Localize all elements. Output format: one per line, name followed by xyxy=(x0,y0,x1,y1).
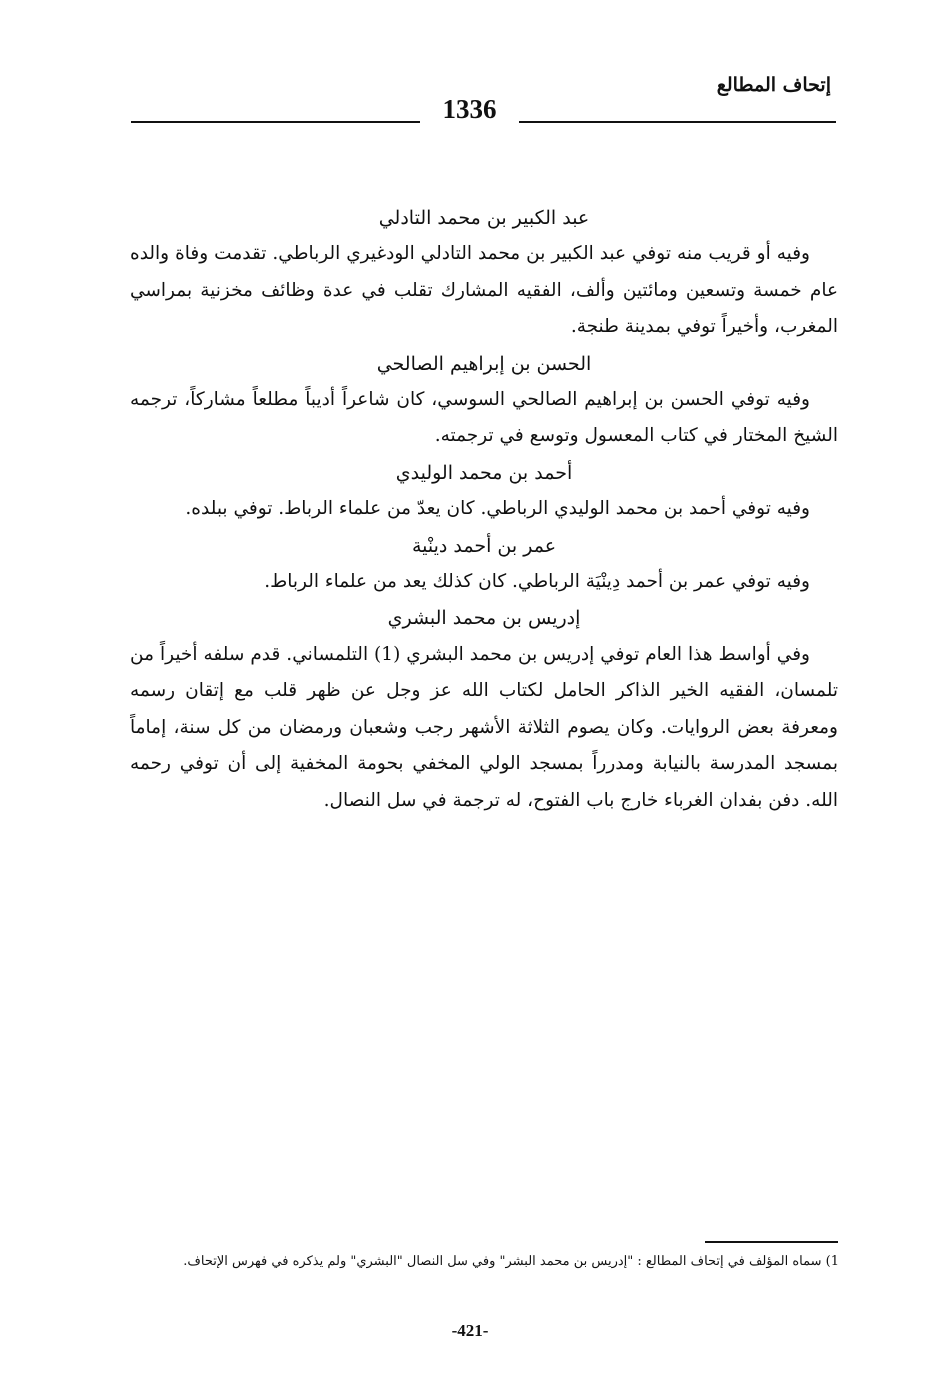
section-paragraph: وفيه أو قريب منه توفي عبد الكبير بن محمد التادلي الودغيري الرباطي. تقدمت وفاة والده عام خمسة وتسعين ومائتين وألف، الفقيه المشارك تقلب في عدة وظائف مخزنية بمراسي المغرب، وأخيراً توفي بمدينة طنجة. xyxy=(130,243,838,338)
header-rule-left xyxy=(131,121,420,123)
footnote: 1) سماه المؤلف في إتحاف المطالع : "إدريس بن محمد البشر" وفي سل النصال "البشري" ولم يذكره في فهرس الإتحاف. xyxy=(183,1254,839,1269)
footnote-rule xyxy=(705,1241,838,1243)
section-paragraph: وفيه توفي عمر بن أحمد دِينْيَة الرباطي. كان كذلك يعد من علماء الرباط. xyxy=(264,571,810,593)
section-heading: عمر بن أحمد دينْية xyxy=(411,534,557,557)
section-paragraph: وفيه توفي أحمد بن محمد الوليدي الرباطي. كان يعدّ من علماء الرباط. توفي ببلده. xyxy=(185,498,810,520)
running-title: إتحاف المطالع xyxy=(716,74,831,96)
section-paragraph: وفيه توفي الحسن بن إبراهيم الصالحي السوسي، كان شاعراً أديباً مطلعاً مشاركاً، ترجمه الشيخ المختار في كتاب المعسول وتوسع في ترجمته. xyxy=(130,389,838,447)
section-heading: أحمد بن محمد الوليدي xyxy=(395,461,573,484)
section-heading: الحسن بن إبراهيم الصالحي xyxy=(376,352,592,375)
footer-page-number: -421- xyxy=(451,1321,489,1340)
section-heading: عبد الكبير بن محمد التادلي xyxy=(378,207,590,229)
section-heading: إدريس بن محمد البشري xyxy=(387,607,581,630)
page-number: 1336 xyxy=(442,94,497,124)
main-text xyxy=(130,200,838,819)
header-rule-right xyxy=(519,121,836,123)
section-paragraph: وفي أواسط هذا العام توفي إدريس بن محمد البشري (1) التلمساني. قدم سلفه أخيراً من تلمسان، الفقيه الخير الذاكر الحامل لكتاب الله عز وجل عن ظهر قلب مع إتقان رسمه ومعرفة بعض الروايات. وكان يصوم الثلاثة الأشهر رجب وشعبان ورمضان من كل سنة، إماماً بمسجد المدرسة بالنيابة ومدرراً بمسجد الولي المخفي بحومة المخفية إلى أن توفي رحمه الله. دفن بفدان الغرباء خارج باب الفتوح، له ترجمة في سل النصال. xyxy=(130,643,838,811)
